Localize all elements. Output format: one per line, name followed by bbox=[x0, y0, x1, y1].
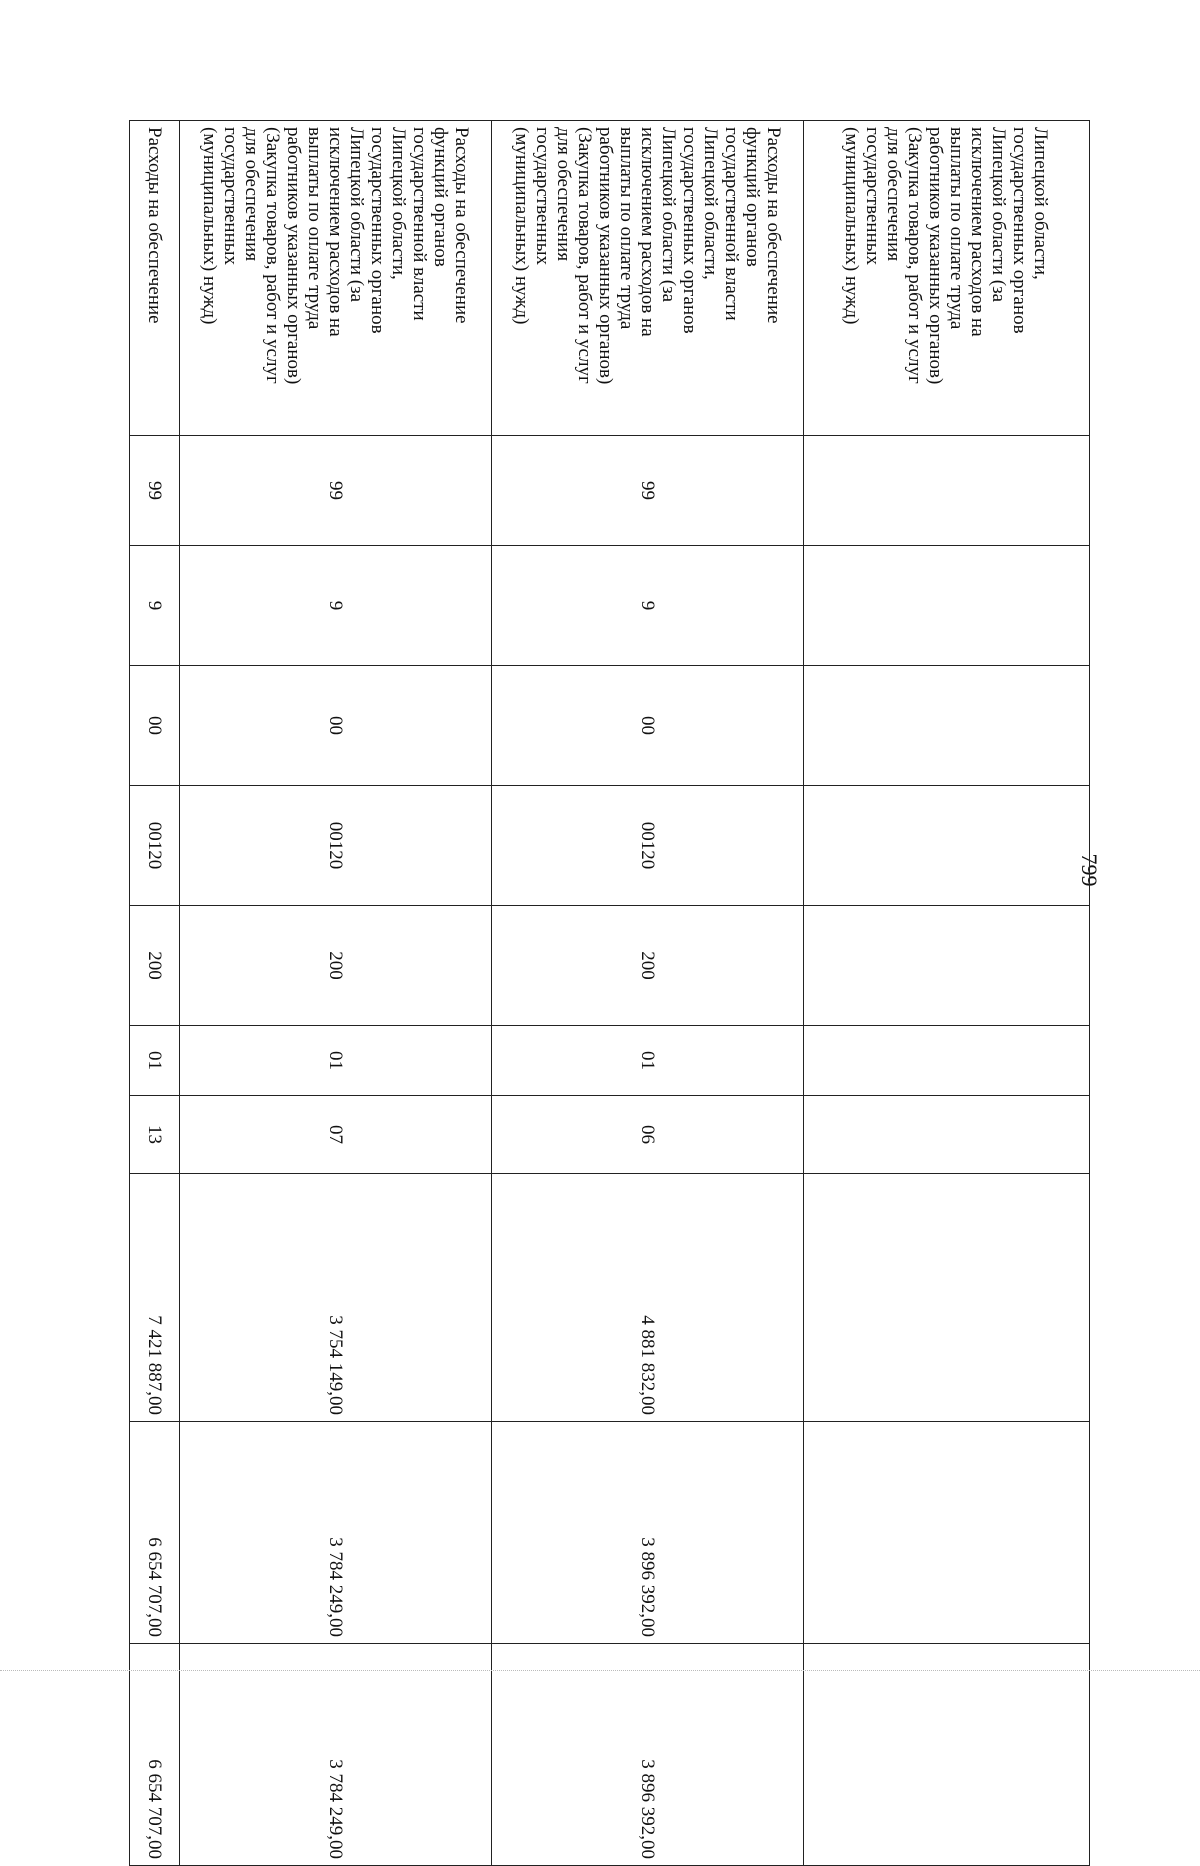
code-cell: 01 bbox=[180, 1026, 492, 1096]
amount-cell bbox=[804, 1422, 1090, 1644]
code-cell bbox=[804, 666, 1090, 786]
amount-cell: 7 421 887,00 bbox=[130, 1174, 180, 1422]
code-cell: 01 bbox=[492, 1026, 804, 1096]
row-description: Расходы на обеспечение функций органов государственной власти Липецкой области, государственных органов Липецкой области (за исключением расходов на выплаты по оплате труда работников указанных органов) (Закупка товаров, работ и услуг для обеспечения государственных (муниципальных) нужд) bbox=[492, 121, 804, 436]
row-description: Расходы на обеспечение функций органов государственной власти Липецкой области, государственных органов Липецкой области (за исключением расходов на выплаты по оплате труда работников указанных органов) (Закупка товаров, работ и услуг для обеспечения государственных (муниципальных) нужд) bbox=[180, 121, 492, 436]
code-cell: 00 bbox=[130, 666, 180, 786]
code-cell bbox=[804, 1096, 1090, 1174]
code-cell: 9 bbox=[492, 546, 804, 666]
code-cell: 200 bbox=[130, 906, 180, 1026]
code-cell: 9 bbox=[180, 546, 492, 666]
code-cell: 00120 bbox=[492, 786, 804, 906]
code-cell: 00120 bbox=[130, 786, 180, 906]
code-cell bbox=[804, 786, 1090, 906]
code-cell: 00 bbox=[492, 666, 804, 786]
code-cell bbox=[804, 906, 1090, 1026]
scan-edge-marks bbox=[0, 1670, 1200, 1677]
budget-table bbox=[129, 120, 1090, 1866]
code-cell: 200 bbox=[492, 906, 804, 1026]
amount-cell: 3 896 392,00 bbox=[492, 1422, 804, 1644]
code-cell: 13 bbox=[130, 1096, 180, 1174]
rotated-page bbox=[130, 120, 1102, 1859]
row-description: Липецкой области, государственных органов Липецкой области (за исключением расходов на выплаты по оплате труда работников указанных органов) (Закупка товаров, работ и услуг для обеспечения государственных (муниципальных) нужд) bbox=[804, 121, 1090, 436]
table-row bbox=[130, 121, 180, 1866]
amount-cell: 3 784 249,00 bbox=[180, 1644, 492, 1866]
code-cell: 07 bbox=[180, 1096, 492, 1174]
code-cell bbox=[804, 436, 1090, 546]
amount-cell: 4 881 832,00 bbox=[492, 1174, 804, 1422]
code-cell: 00 bbox=[180, 666, 492, 786]
code-cell: 99 bbox=[180, 436, 492, 546]
table-row bbox=[180, 121, 492, 1866]
code-cell: 01 bbox=[130, 1026, 180, 1096]
amount-cell: 3 754 149,00 bbox=[180, 1174, 492, 1422]
code-cell: 99 bbox=[130, 436, 180, 546]
code-cell: 200 bbox=[180, 906, 492, 1026]
amount-cell: 3 896 392,00 bbox=[492, 1644, 804, 1866]
code-cell: 06 bbox=[492, 1096, 804, 1174]
code-cell: 00120 bbox=[180, 786, 492, 906]
code-cell bbox=[804, 1026, 1090, 1096]
amount-cell: 3 784 249,00 bbox=[180, 1422, 492, 1644]
code-cell: 9 bbox=[130, 546, 180, 666]
code-cell: 99 bbox=[492, 436, 804, 546]
amount-cell: 6 654 707,00 bbox=[130, 1422, 180, 1644]
row-description: Расходы на обеспечение bbox=[130, 121, 180, 436]
table-row bbox=[492, 121, 804, 1866]
table-row bbox=[804, 121, 1090, 1866]
amount-cell bbox=[804, 1174, 1090, 1422]
amount-cell: 6 654 707,00 bbox=[130, 1644, 180, 1866]
code-cell bbox=[804, 546, 1090, 666]
page-number: 799 bbox=[1077, 853, 1102, 887]
